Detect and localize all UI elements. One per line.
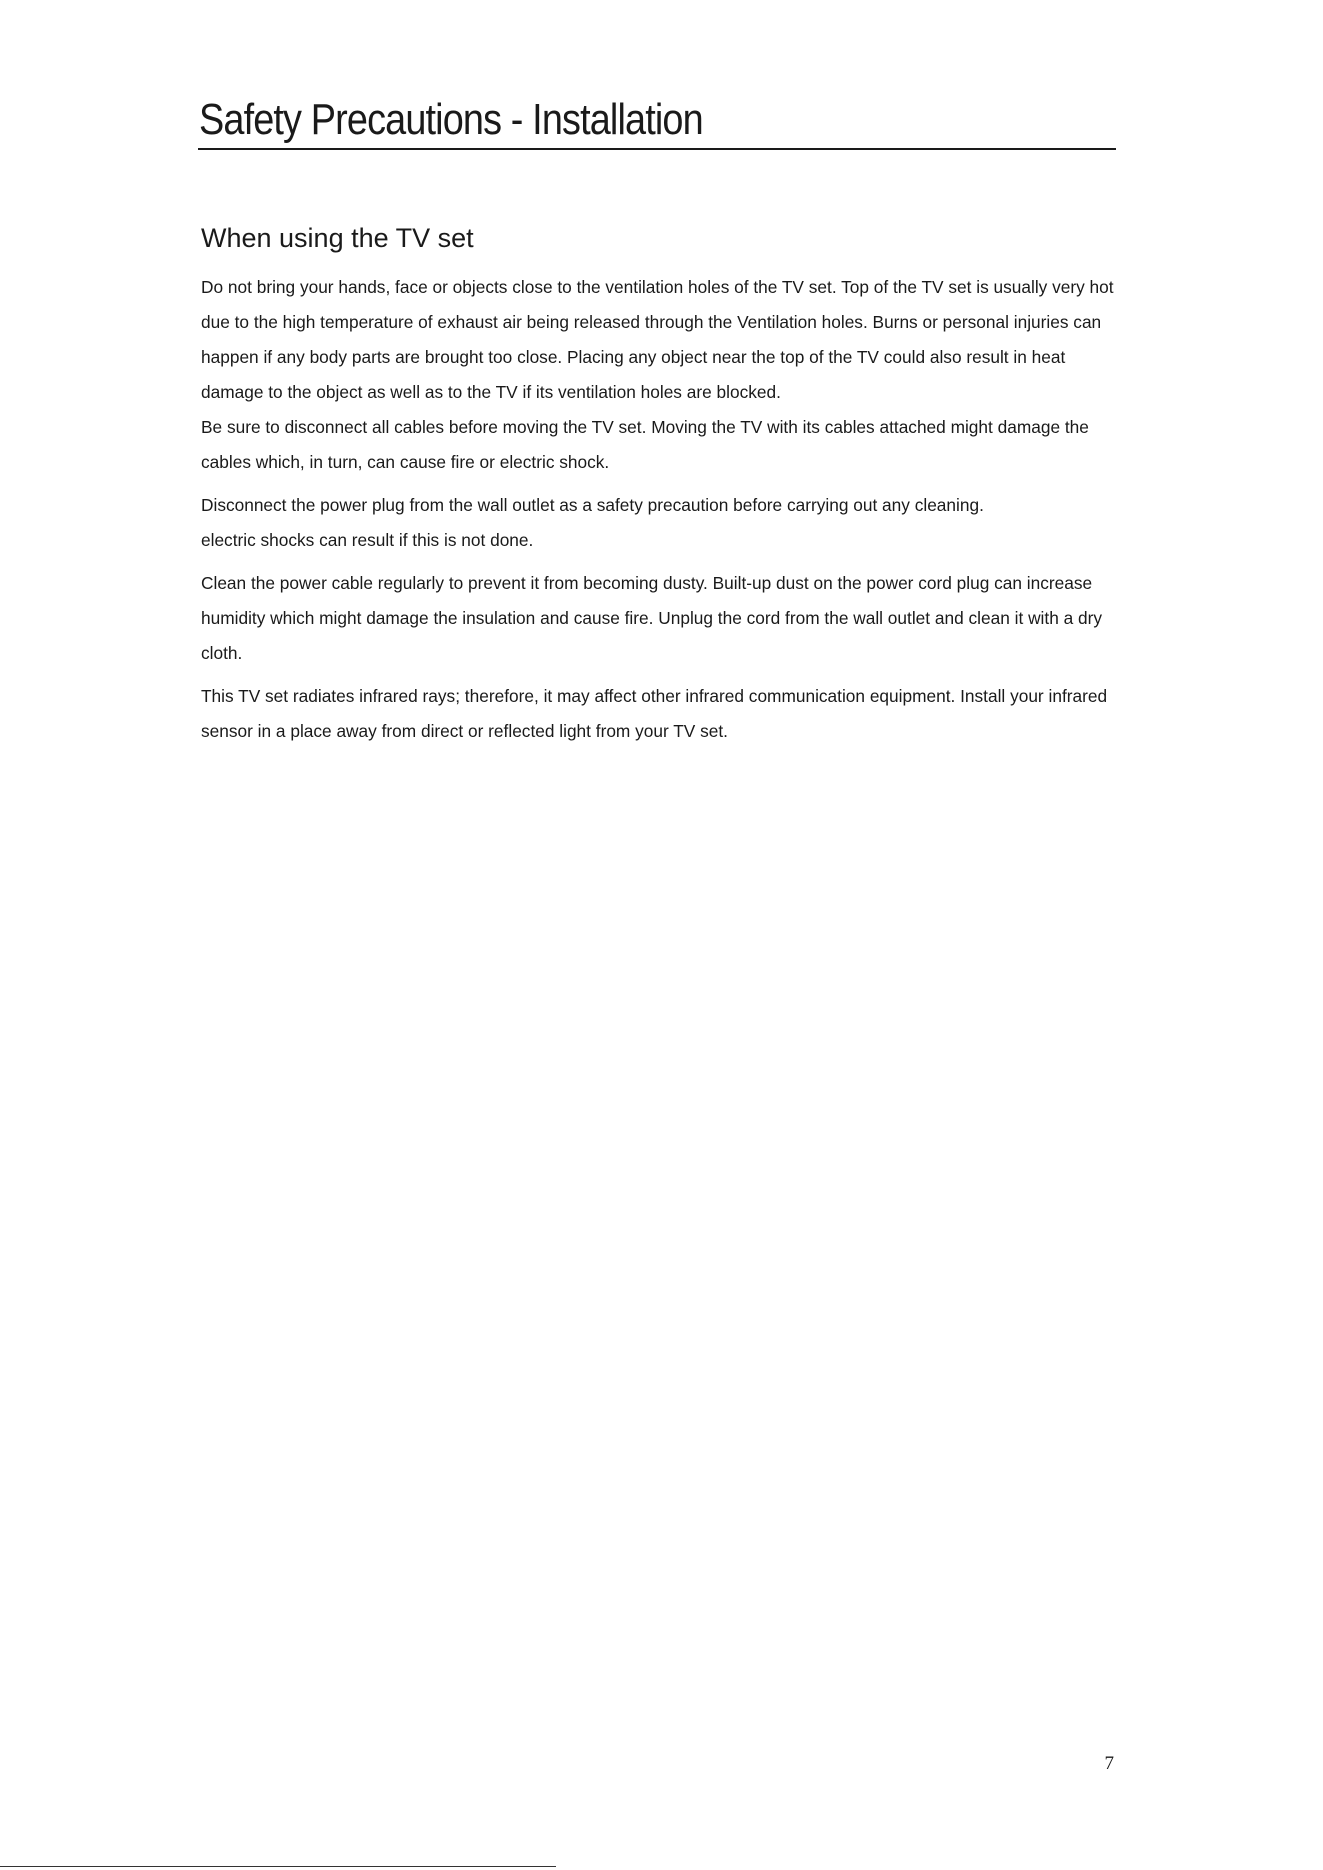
section-when-using-tv bbox=[201, 218, 1121, 749]
footer-rule bbox=[0, 1866, 556, 1867]
title-underline bbox=[198, 148, 1116, 150]
page-number: 7 bbox=[1104, 1753, 1114, 1774]
paragraph-moving-tv: Be sure to disconnect all cables before moving the TV set. Moving the TV with its cables attached might damage the cables which, in turn, can cause fire or electric shock. bbox=[201, 417, 1089, 472]
paragraph-ventilation: Do not bring your hands, face or objects close to the ventilation holes of the TV set. Top of the TV set is usually very hot due to the high temperature of exhaust air being released through the Ventilation holes. Burns or personal injuries can happen if any body parts are brought too close. Placing any object near the top of the TV could also result in heat damage to the object as well as to the TV if its ventilation holes are blocked. bbox=[201, 277, 1114, 402]
paragraph-electric-shock: electric shocks can result if this is not done. bbox=[201, 530, 534, 550]
section-heading: When using the TV set bbox=[201, 223, 474, 253]
paragraph-disconnect-plug: Disconnect the power plug from the wall outlet as a safety precaution before carrying out any cleaning. bbox=[201, 495, 984, 515]
paragraph-clean-cable: Clean the power cable regularly to prevent it from becoming dusty. Built-up dust on the power cord plug can increase humidity which might damage the insulation and cause fire. Unplug the cord from the wall outlet and clean it with a dry cloth. bbox=[201, 573, 1103, 663]
paragraph-infrared: This TV set radiates infrared rays; therefore, it may affect other infrared communication equipment. Install your infrared sensor in a place away from direct or reflected light from your TV set. bbox=[201, 686, 1108, 741]
page-title: Safety Precautions - Installation bbox=[199, 95, 703, 144]
